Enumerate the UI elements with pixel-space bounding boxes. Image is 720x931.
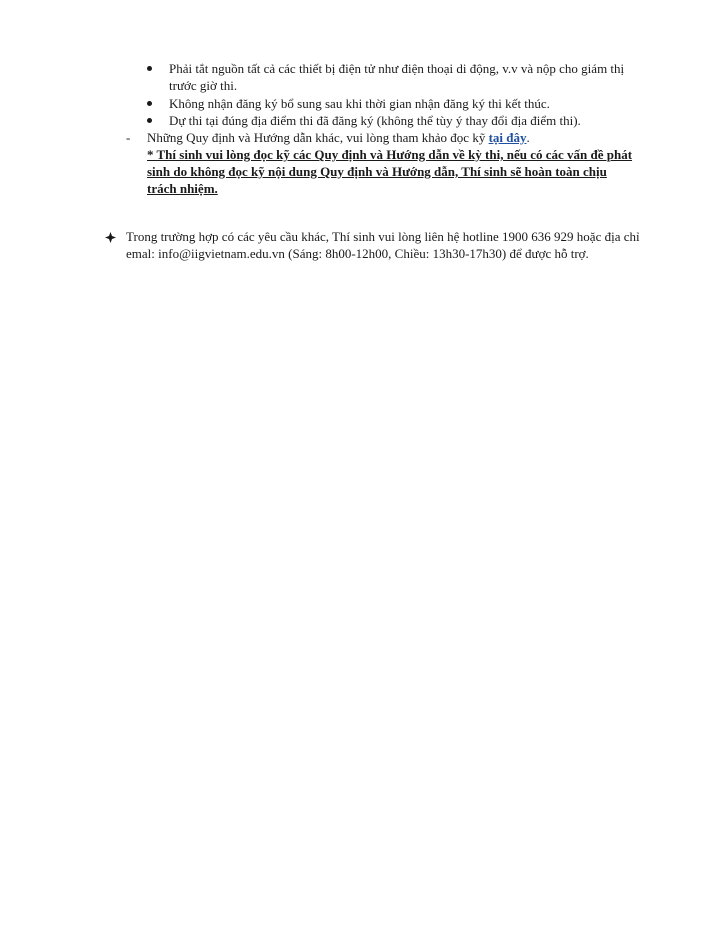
guidelines-link[interactable]: tại đây [488,130,527,145]
notice-line: trách nhiệm. [147,181,218,196]
rule-text-line: Phải tắt nguồn tất cả các thiết bị điện tử như điện thoại di động, v.v và nộp cho giám thị [169,61,625,76]
dash-marker: - [126,130,131,145]
notice-line: * Thí sinh vui lòng đọc kỹ các Quy định và Hướng dẫn về kỳ thi, nếu có các vấn đề phát [147,147,633,162]
rule-text-line: Không nhận đăng ký bổ sung sau khi thời gian nhận đăng ký thi kết thúc. [169,96,550,111]
guidelines-text: Những Quy định và Hướng dẫn khác, vui lòng tham khảo đọc kỹ [147,130,489,145]
contact-line: emal: info@iigvietnam.edu.vn (Sáng: 8h00-12h00, Chiều: 13h30-17h30) để được hỗ trợ. [126,246,589,261]
notice-line: sinh do không đọc kỹ nội dung Quy định và Hướng dẫn, Thí sinh sẽ hoàn toàn chịu [147,164,607,179]
rule-text-line: Dự thi tại đúng địa điểm thi đã đăng ký (không thể tùy ý thay đổi địa điểm thi). [169,113,581,128]
bullet-dot [147,118,152,123]
bullet-dot [147,66,152,71]
bullet-dot [147,101,152,106]
guidelines-line [147,129,530,146]
contact-line: Trong trường hợp có các yêu cầu khác, Thí sinh vui lòng liên hệ hotline 1900 636 929 hoặc địa chỉ [126,229,640,244]
diamond-bullet-icon [105,232,116,243]
rule-text-line: trước giờ thi. [169,78,238,93]
guidelines-trailing: . [526,130,530,145]
